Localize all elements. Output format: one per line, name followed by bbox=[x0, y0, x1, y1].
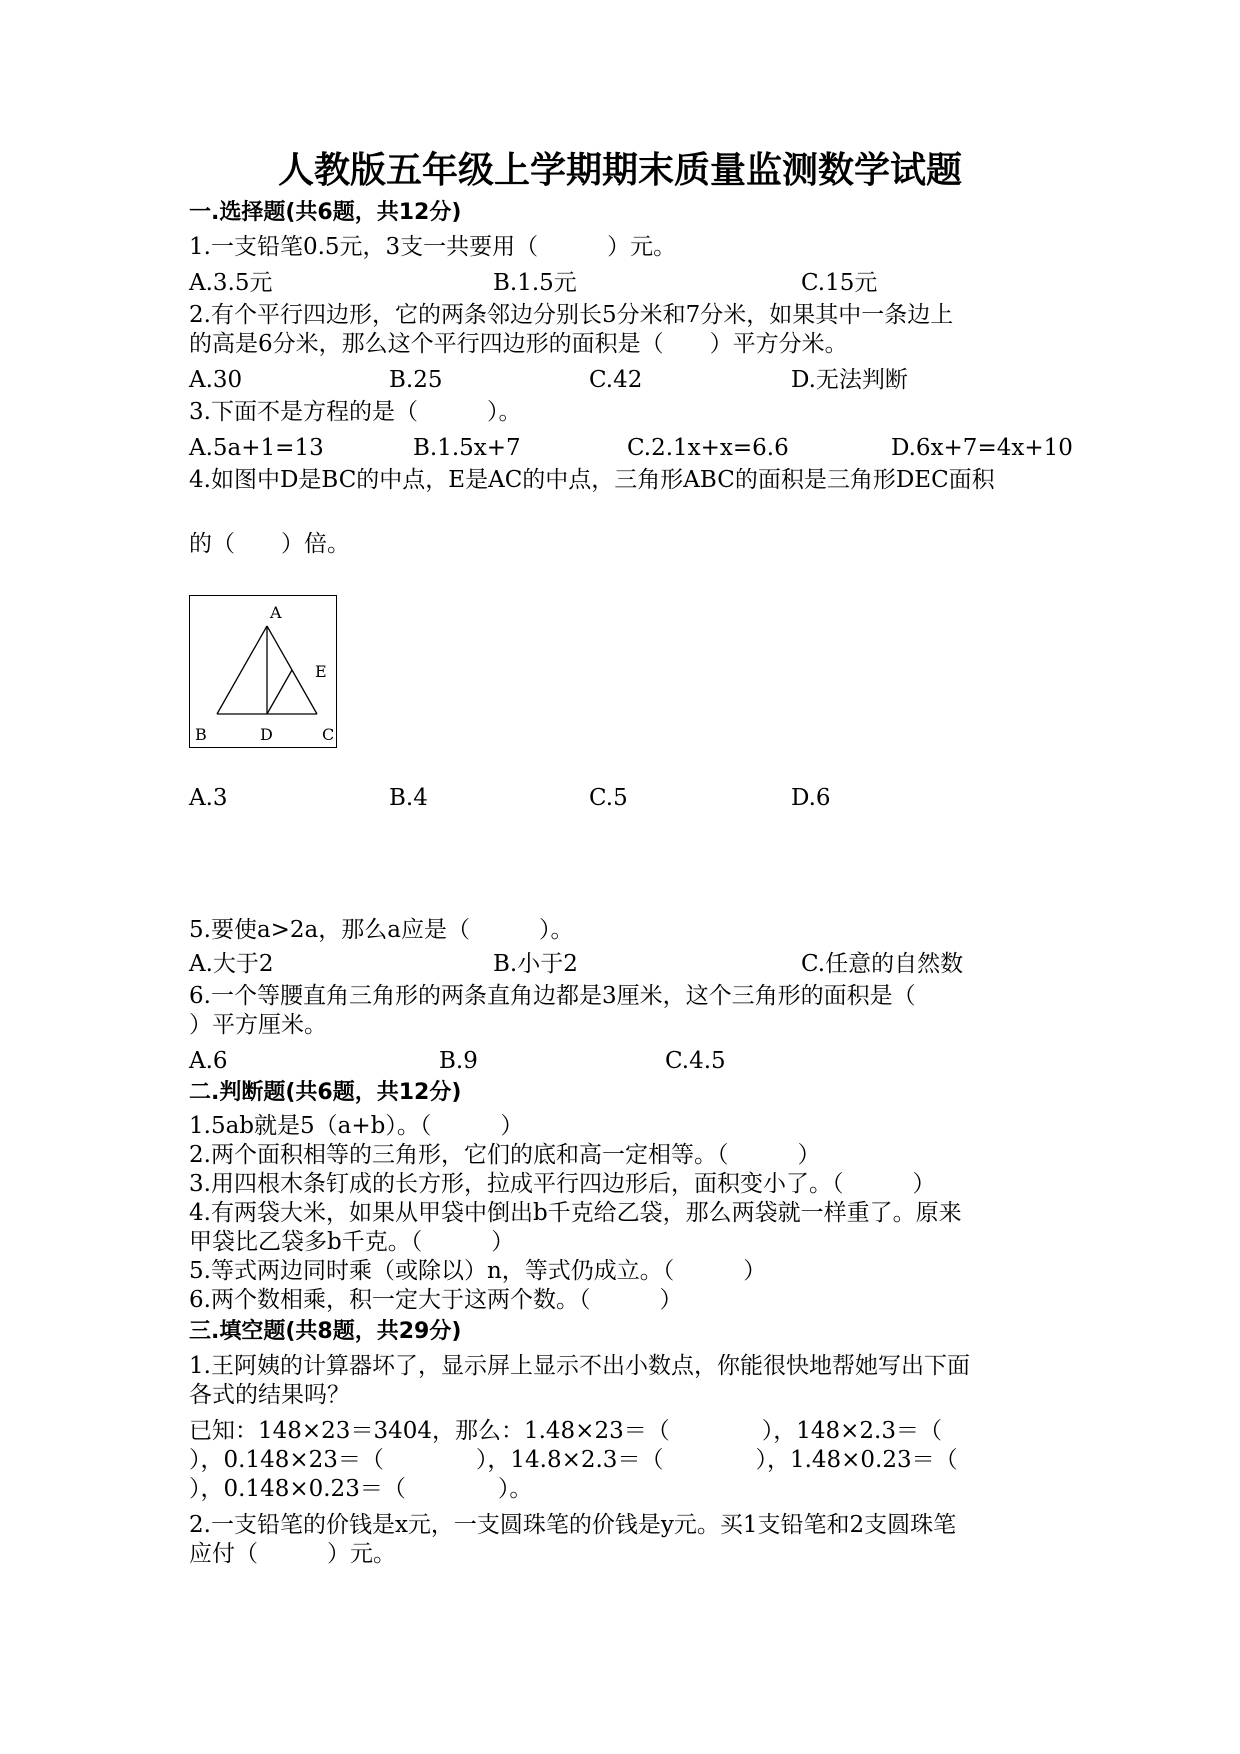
question-2-stem-line2: 的高是6分米，那么这个平行四边形的面积是（ ）平方分米。 bbox=[189, 331, 848, 357]
judge-question-2: 2.两个面积相等的三角形，它们的底和高一定相等。（ ） bbox=[189, 1142, 821, 1168]
q2-option-a: A.30 bbox=[189, 367, 243, 393]
label-e: E bbox=[315, 662, 327, 681]
label-b: B bbox=[195, 725, 207, 744]
q5-option-a: A.大于2 bbox=[189, 951, 274, 977]
judge-question-3: 3.用四根木条钉成的长方形，拉成平行四边形后，面积变小了。（ ） bbox=[189, 1171, 936, 1197]
judge-question-5: 5.等式两边同时乘（或除以）n，等式仍成立。（ ） bbox=[189, 1258, 767, 1284]
question-3-stem: 3.下面不是方程的是（ ）。 bbox=[189, 399, 522, 425]
fill-question-1-line1: 1.王阿姨的计算器坏了，显示屏上显示不出小数点，你能很快地帮她写出下面 bbox=[189, 1353, 970, 1379]
judge-question-6: 6.两个数相乘，积一定大于这两个数。（ ） bbox=[189, 1287, 683, 1313]
question-4-stem-line2: 的（ ）倍。 bbox=[189, 531, 350, 557]
side-ab bbox=[217, 626, 267, 714]
q5-option-c: C.任意的自然数 bbox=[801, 951, 964, 977]
q2-option-c: C.42 bbox=[589, 367, 643, 393]
q6-option-a: A.6 bbox=[189, 1048, 228, 1074]
q1-option-a: A.3.5元 bbox=[189, 270, 273, 296]
judge-question-4-line2: 甲袋比乙袋多b千克。（ ） bbox=[189, 1229, 515, 1255]
section-heading-fill: 三.填空题(共8题，共29分) bbox=[189, 1319, 462, 1344]
segment-de bbox=[267, 670, 292, 714]
question-5-stem: 5.要使a>2a，那么a应是（ ）。 bbox=[189, 917, 574, 943]
fill-question-1-line2: 各式的结果吗？ bbox=[189, 1382, 350, 1408]
fill-question-2-line2: 应付（ ）元。 bbox=[189, 1541, 396, 1567]
question-6-stem-line1: 6.一个等腰直角三角形的两条直角边都是3厘米，这个三角形的面积是（ bbox=[189, 983, 916, 1009]
q4-option-b: B.4 bbox=[389, 785, 428, 811]
q3-option-c: C.2.1x+x=6.6 bbox=[627, 435, 789, 461]
q1-option-b: B.1.5元 bbox=[493, 270, 577, 296]
q4-option-d: D.6 bbox=[791, 785, 831, 811]
q6-option-c: C.4.5 bbox=[665, 1048, 726, 1074]
q6-option-b: B.9 bbox=[439, 1048, 478, 1074]
q4-option-c: C.5 bbox=[589, 785, 628, 811]
triangle-figure bbox=[189, 595, 337, 748]
question-6-stem-line2: ）平方厘米。 bbox=[189, 1012, 327, 1038]
q4-option-a: A.3 bbox=[189, 785, 228, 811]
label-d: D bbox=[260, 725, 273, 744]
judge-question-1: 1.5ab就是5（a+b）。（ ） bbox=[189, 1113, 524, 1139]
q3-option-d: D.6x+7=4x+10 bbox=[891, 435, 1073, 461]
section-heading-choice: 一.选择题(共6题，共12分) bbox=[189, 200, 462, 225]
judge-question-4-line1: 4.有两袋大米，如果从甲袋中倒出b千克给乙袋，那么两袋就一样重了。原来 bbox=[189, 1200, 962, 1226]
fill-question-1-line4: ），0.148×23＝（ ），14.8×2.3＝（ ），1.48×0.23＝（ bbox=[189, 1447, 958, 1473]
q2-option-d: D.无法判断 bbox=[791, 367, 908, 393]
q3-option-a: A.5a+1=13 bbox=[189, 435, 324, 461]
q3-option-b: B.1.5x+7 bbox=[413, 435, 521, 461]
question-1-stem: 1.一支铅笔0.5元，3支一共要用（ ）元。 bbox=[189, 234, 677, 260]
fill-question-1-line3: 已知：148×23＝3404，那么：1.48×23＝（ ），148×2.3＝（ bbox=[189, 1418, 942, 1444]
question-4-stem-line1: 4.如图中D是BC的中点，E是AC的中点，三角形ABC的面积是三角形DEC面积 bbox=[189, 467, 995, 493]
label-c: C bbox=[322, 725, 335, 744]
fill-question-1-line5: ），0.148×0.23＝（ ）。 bbox=[189, 1476, 533, 1502]
q2-option-b: B.25 bbox=[389, 367, 443, 393]
q1-option-c: C.15元 bbox=[801, 270, 878, 296]
q5-option-b: B.小于2 bbox=[493, 951, 578, 977]
label-a: A bbox=[270, 603, 282, 622]
fill-question-2-line1: 2.一支铅笔的价钱是x元，一支圆珠笔的价钱是y元。买1支铅笔和2支圆珠笔 bbox=[189, 1512, 957, 1538]
page-title: 人教版五年级上学期期末质量监测数学试题 bbox=[277, 150, 962, 191]
question-2-stem-line1: 2.有个平行四边形，它的两条邻边分别长5分米和7分米，如果其中一条边上 bbox=[189, 302, 954, 328]
section-heading-judge: 二.判断题(共6题，共12分) bbox=[189, 1080, 462, 1105]
